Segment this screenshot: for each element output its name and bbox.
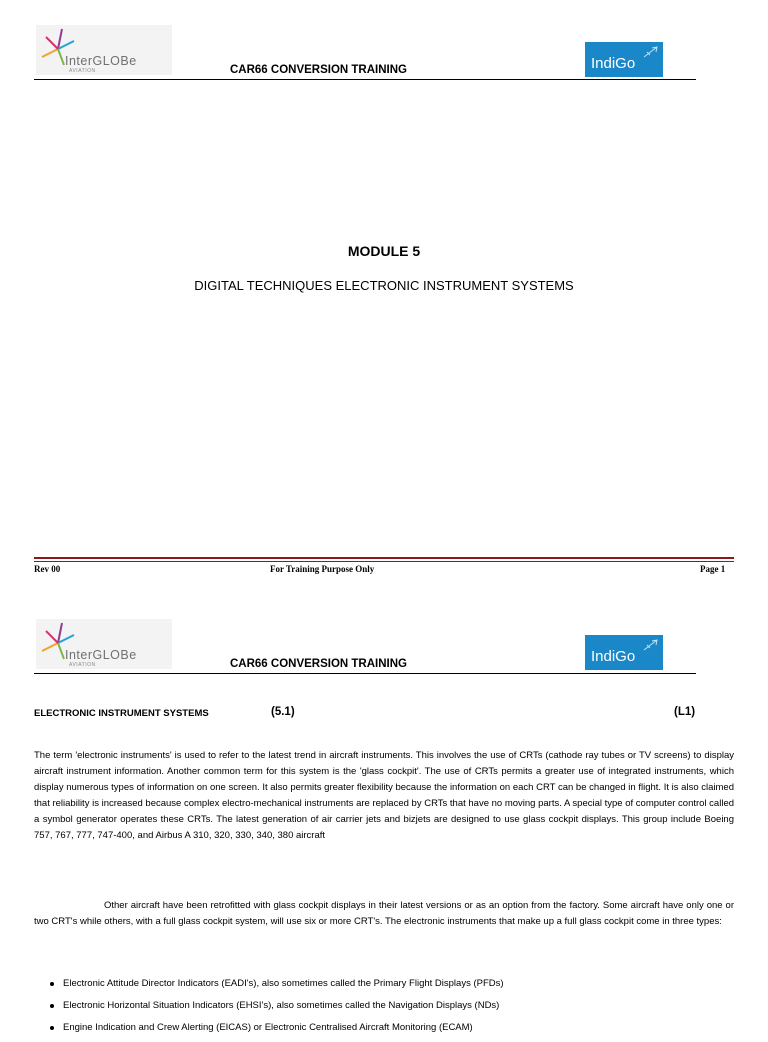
interglobe-logo-2 bbox=[36, 619, 172, 669]
list-item: Electronic Attitude Director Indicators (EADI's), also sometimes called the Primary Flight Displays (PFDs) bbox=[50, 976, 750, 998]
list-item: Engine Indication and Crew Alerting (EICAS) or Electronic Centralised Aircraft Monitoring (ECAM) bbox=[50, 1020, 750, 1042]
section-level: (L1) bbox=[674, 706, 696, 718]
plane-icon bbox=[643, 638, 659, 652]
indigo-wordmark: IndiGo bbox=[591, 55, 636, 72]
bullet-icon bbox=[50, 1004, 54, 1008]
header-rule-2 bbox=[34, 673, 696, 674]
plane-icon bbox=[643, 45, 659, 59]
types-list bbox=[50, 976, 750, 1042]
list-item: Electronic Horizontal Situation Indicators (EHSI's), also sometimes called the Navigation Displays (NDs) bbox=[50, 998, 750, 1020]
interglobe-wordmark: InterGLOBe bbox=[65, 648, 137, 662]
header-rule bbox=[34, 79, 696, 80]
interglobe-sub: AVIATION bbox=[69, 662, 96, 668]
footer-rev: Rev 00 bbox=[34, 564, 61, 574]
section-number: (5.1) bbox=[271, 706, 295, 718]
header-title-2: CAR66 CONVERSION TRAINING bbox=[230, 658, 407, 670]
interglobe-wordmark: InterGLOBe bbox=[65, 54, 137, 68]
module-title: MODULE 5 bbox=[347, 243, 421, 259]
footer-rule-thin bbox=[34, 561, 734, 562]
header-title: CAR66 CONVERSION TRAINING bbox=[230, 64, 407, 76]
paragraph-1: The term 'electronic instruments' is used to refer to the latest trend in aircraft instruments. This involves the use of CRTs (cathode ray tubes or TV screens) to display aircraft instrument information. Another common term for this system is the 'glass cockpit'. The use of CRTs permits a greater use of integrated instruments, which display numerous types of information on one screen. It also permits greater flexibility because the information on each CRT can be changed in flight. It is also claimed that reliability is increased because complex electro-mechanical instruments are replaced by CRTs that have no moving parts. A special type of computer control called a symbol generator operates these CRTs. The latest generation of air carrier jets and bizjets are designed to use glass cockpit displays. This group include Boeing 757, 767, 777, 747-400, and Airbus A 310, 320, 330, 340, 380 aircraft bbox=[34, 750, 735, 841]
footer-rule bbox=[34, 557, 734, 559]
module-subtitle: DIGITAL TECHNIQUES ELECTRONIC INSTRUMENT SYSTEMS bbox=[194, 278, 574, 293]
indigo-logo bbox=[585, 42, 663, 77]
indigo-wordmark: IndiGo bbox=[591, 648, 636, 665]
section-title: ELECTRONIC INSTRUMENT SYSTEMS bbox=[34, 708, 209, 719]
bullet-icon bbox=[50, 982, 54, 986]
interglobe-sub: AVIATION bbox=[69, 68, 96, 74]
interglobe-logo bbox=[36, 25, 172, 75]
bullet-icon bbox=[50, 1026, 54, 1030]
footer-page: Page 1 bbox=[700, 564, 726, 574]
indigo-logo-2 bbox=[585, 635, 663, 670]
paragraph-2: Other aircraft have been retrofitted with glass cockpit displays in their latest versions or as an option from the factory. Some aircraft have only one or two CRT's while others, with a full glass cockpit system, will use six or more CRT's. The electronic instruments that make up a full glass cockpit come in three types: bbox=[34, 900, 734, 927]
footer-purpose: For Training Purpose Only bbox=[270, 564, 375, 574]
